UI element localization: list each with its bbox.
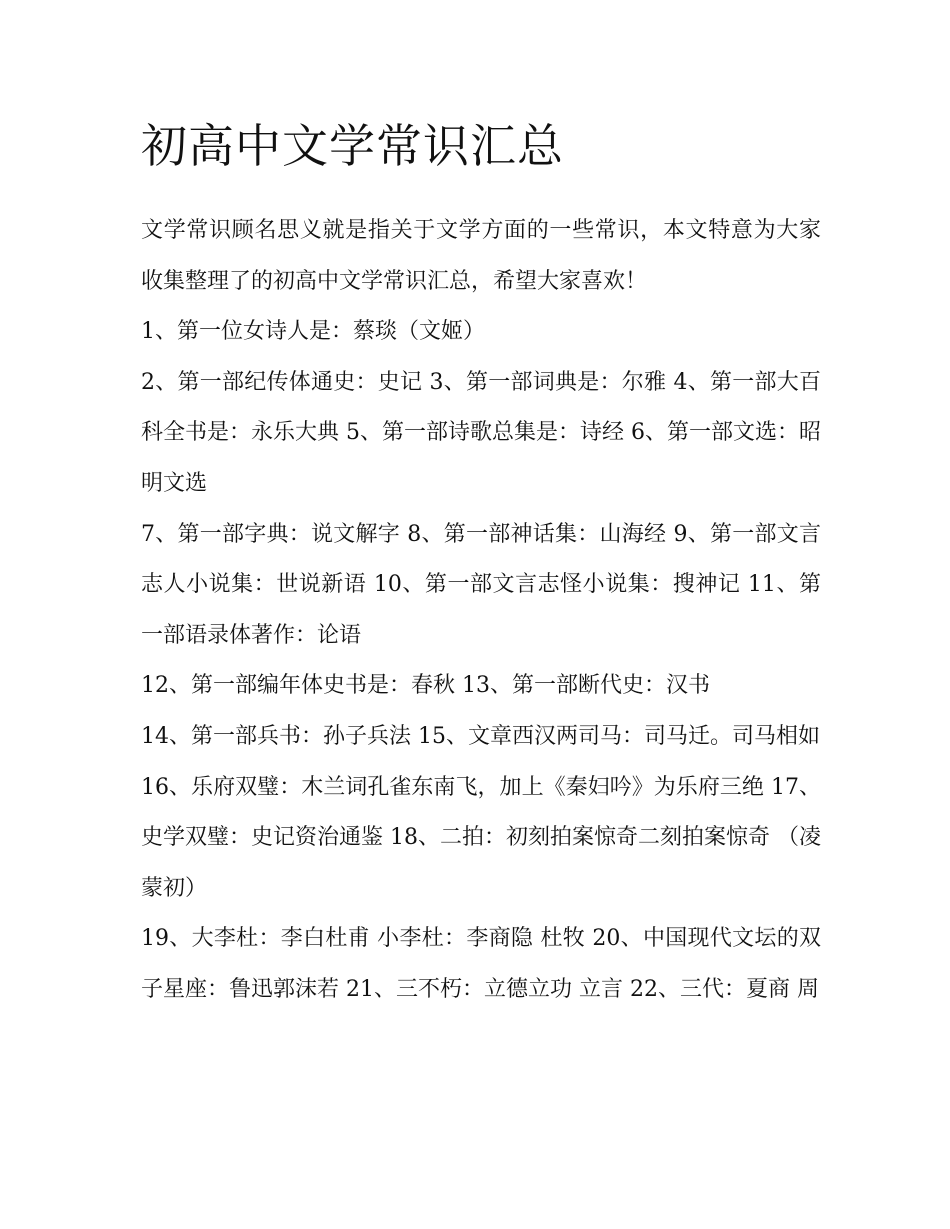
document-title: 初高中文学常识汇总 (141, 119, 564, 173)
paragraph-items-16-18: 16、乐府双璧：木兰词孔雀东南飞，加上《秦妇吟》为乐府三绝 17、史学双璧：史记资治通鉴 18、二拍：初刻拍案惊奇二刻拍案惊奇 （凌蒙初） (141, 774, 821, 901)
paragraph-items-14-15: 14、第一部兵书：孙子兵法 15、文章西汉两司马：司马迁。司马相如 (141, 723, 820, 749)
document-body (141, 206, 821, 1016)
paragraph-items-12-13: 12、第一部编年体史书是：春秋 13、第一部断代史：汉书 (141, 673, 710, 699)
paragraph-items-2-6: 2、第一部纪传体通史：史记 3、第一部词典是：尔雅 4、第一部大百科全书是：永乐大典 5、第一部诗歌总集是：诗经 6、第一部文选：昭明文选 (141, 369, 821, 496)
paragraph-items-7-11: 7、第一部字典：说文解字 8、第一部神话集：山海经 9、第一部文言志人小说集：世说新语 10、第一部文言志怪小说集：搜神记 11、第一部语录体著作：论语 (141, 521, 821, 648)
paragraph-item-1: 1、第一位女诗人是：蔡琰（文姬） (141, 319, 485, 345)
paragraph-items-19-22: 19、大李杜：李白杜甫 小李杜：李商隐 杜牧 20、中国现代文坛的双子星座：鲁迅郭沫若 21、三不朽：立德立功 立言 22、三代：夏商 周 (141, 926, 821, 1002)
document-page (141, 116, 821, 1016)
intro-paragraph: 文学常识顾名思义就是指关于文学方面的一些常识，本文特意为大家收集整理了的初高中文学常识汇总，希望大家喜欢！ (141, 218, 821, 294)
